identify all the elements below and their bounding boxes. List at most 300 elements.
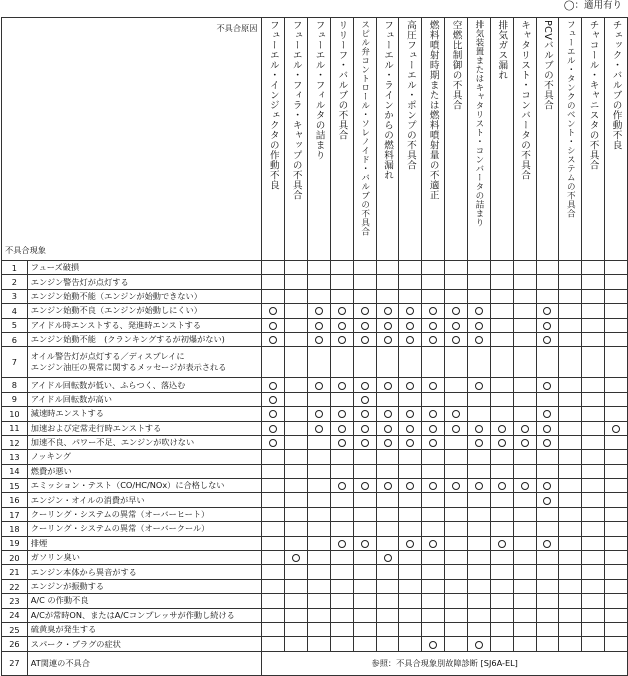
applicable-circle-icon (406, 322, 414, 330)
mark-cell (490, 637, 513, 651)
symptom-text: クーリング・システムの異常（オーバーヒート） (27, 507, 262, 521)
mark-cell (285, 551, 308, 565)
mark-cell (308, 378, 331, 392)
mark-cell (353, 392, 376, 406)
mark-cell (513, 579, 536, 593)
mark-cell (422, 304, 445, 318)
mark-cell (308, 493, 331, 507)
mark-cell (582, 507, 605, 521)
mark-cell (353, 608, 376, 622)
mark-cell (422, 450, 445, 464)
mark-cell (285, 304, 308, 318)
mark-cell (308, 421, 331, 435)
mark-cell (376, 637, 399, 651)
applicable-circle-icon (521, 439, 529, 447)
symptom-text: アイドル時エンストする、発進時エンストする (27, 318, 262, 332)
mark-cell (399, 522, 422, 536)
mark-cell (422, 392, 445, 406)
mark-cell (536, 579, 559, 593)
mark-cell (285, 332, 308, 346)
applicable-circle-icon (475, 336, 483, 344)
cause-header-10 (468, 18, 491, 261)
mark-cell (468, 536, 491, 550)
mark-cell (399, 392, 422, 406)
mark-cell (285, 275, 308, 289)
mark-cell (262, 507, 285, 521)
cause-label: キャタリスト・コンバータの不具合 (519, 20, 531, 180)
row-number: 16 (2, 493, 28, 507)
mark-cell (445, 507, 468, 521)
mark-cell (582, 464, 605, 478)
applicable-circle-icon (543, 410, 551, 418)
applicable-circle-icon (315, 382, 323, 390)
mark-cell (376, 318, 399, 332)
applicable-circle-icon (612, 425, 620, 433)
applicable-circle-icon (475, 641, 483, 649)
row-number: 24 (2, 608, 28, 622)
mark-cell (308, 608, 331, 622)
mark-cell (513, 392, 536, 406)
cause-label: チャコール・キャニスタの不具合 (587, 20, 599, 170)
mark-cell (605, 579, 628, 593)
symptom-text: ガソリン臭い (27, 551, 262, 565)
mark-cell (422, 622, 445, 636)
mark-cell (513, 275, 536, 289)
mark-cell (513, 407, 536, 421)
mark-cell (285, 421, 308, 435)
table-row (2, 261, 628, 275)
mark-cell (559, 608, 582, 622)
mark-cell (330, 318, 353, 332)
cause-header-3 (308, 18, 331, 261)
mark-cell (353, 304, 376, 318)
cause-label: 空燃比制御の不具合 (450, 20, 462, 110)
cause-label: フューエル・フィラ・キャップの不具合 (290, 20, 302, 200)
mark-cell (376, 622, 399, 636)
symptom-text: 硫黄臭が発生する (27, 622, 262, 636)
mark-cell (399, 594, 422, 608)
mark-cell (536, 347, 559, 378)
mark-cell (399, 536, 422, 550)
mark-cell (513, 347, 536, 378)
mark-cell (536, 507, 559, 521)
applicable-circle-icon (475, 439, 483, 447)
mark-cell (376, 407, 399, 421)
applicable-circle-icon (384, 322, 392, 330)
mark-cell (582, 493, 605, 507)
mark-cell (376, 608, 399, 622)
mark-cell (559, 318, 582, 332)
mark-cell (262, 594, 285, 608)
applicable-circle-icon (361, 336, 369, 344)
cause-label: 高圧フューエル・ポンプの不具合 (404, 20, 416, 170)
table-row (2, 450, 628, 464)
mark-cell (536, 318, 559, 332)
mark-cell (513, 304, 536, 318)
mark-cell (399, 347, 422, 378)
mark-cell (513, 318, 536, 332)
symptom-text: 加速および定常走行時エンストする (27, 421, 262, 435)
table-row (2, 594, 628, 608)
mark-cell (468, 565, 491, 579)
mark-cell (513, 378, 536, 392)
mark-cell (445, 536, 468, 550)
mark-cell (285, 479, 308, 493)
applicable-circle-icon (406, 307, 414, 315)
mark-cell (468, 289, 491, 303)
applicable-circle-icon (361, 396, 369, 404)
mark-cell (376, 479, 399, 493)
mark-cell (262, 464, 285, 478)
mark-cell (582, 594, 605, 608)
applicable-circle-icon (384, 307, 392, 315)
mark-cell (445, 608, 468, 622)
mark-cell (399, 479, 422, 493)
mark-cell (445, 261, 468, 275)
applicable-circle-icon (384, 382, 392, 390)
mark-cell (262, 565, 285, 579)
mark-cell (559, 435, 582, 449)
mark-cell (468, 637, 491, 651)
mark-cell (376, 304, 399, 318)
mark-cell (399, 407, 422, 421)
mark-cell (285, 392, 308, 406)
mark-cell (262, 392, 285, 406)
cause-label: PCVバルブの不具合 (541, 20, 553, 111)
mark-cell (445, 392, 468, 406)
mark-cell (490, 536, 513, 550)
applicable-circle-icon (269, 322, 277, 330)
mark-cell (262, 421, 285, 435)
mark-cell (308, 536, 331, 550)
mark-cell (490, 507, 513, 521)
mark-cell (330, 637, 353, 651)
mark-cell (399, 464, 422, 478)
applicable-circle-icon (406, 482, 414, 490)
mark-cell (308, 479, 331, 493)
mark-cell (353, 579, 376, 593)
mark-cell (399, 507, 422, 521)
mark-cell (422, 594, 445, 608)
mark-cell (559, 579, 582, 593)
applicable-circle-icon (361, 540, 369, 548)
mark-cell (376, 347, 399, 378)
applicable-circle-icon (521, 425, 529, 433)
cause-header-9 (445, 18, 468, 261)
mark-cell (582, 579, 605, 593)
mark-cell (308, 507, 331, 521)
mark-cell (490, 579, 513, 593)
mark-cell (353, 536, 376, 550)
mark-cell (330, 464, 353, 478)
mark-cell (536, 522, 559, 536)
mark-cell (559, 622, 582, 636)
mark-cell (468, 622, 491, 636)
table-row (2, 407, 628, 421)
table-row (2, 464, 628, 478)
mark-cell (559, 522, 582, 536)
symptom-text: アイドル回転数が高い (27, 392, 262, 406)
mark-cell (559, 289, 582, 303)
mark-cell (582, 275, 605, 289)
mark-cell (262, 407, 285, 421)
row-number: 19 (2, 536, 28, 550)
mark-cell (330, 565, 353, 579)
applicable-circle-icon (475, 382, 483, 390)
mark-cell (605, 332, 628, 346)
mark-cell (536, 421, 559, 435)
applicable-circle-icon (543, 425, 551, 433)
mark-cell (422, 275, 445, 289)
mark-cell (445, 347, 468, 378)
cause-label: 排気ガス漏れ (496, 20, 508, 80)
symptom-text: 減速時エンストする (27, 407, 262, 421)
mark-cell (490, 392, 513, 406)
mark-cell (262, 608, 285, 622)
cause-header-12 (513, 18, 536, 261)
mark-cell (582, 332, 605, 346)
applicable-circle-icon (269, 382, 277, 390)
symptom-text: ノッキング (27, 450, 262, 464)
mark-cell (376, 261, 399, 275)
mark-cell (490, 551, 513, 565)
symptom-text: 加速不良、パワー不足、エンジンが吹けない (27, 435, 262, 449)
mark-cell (330, 579, 353, 593)
mark-cell (536, 332, 559, 346)
cause-label: スピル弁コントロール・ソレノイド・バルブの不具合 (359, 20, 370, 236)
applicable-circle-icon (429, 382, 437, 390)
applicable-circle-icon (384, 425, 392, 433)
mark-cell (262, 493, 285, 507)
applicable-circle-icon (361, 410, 369, 418)
mark-cell (468, 464, 491, 478)
mark-cell (445, 378, 468, 392)
cause-label: リリーフ・バルブの不具合 (336, 20, 348, 140)
table-row (2, 304, 628, 318)
symptom-title: 不具合現象 (5, 245, 46, 255)
mark-cell (490, 479, 513, 493)
mark-cell (308, 450, 331, 464)
row-number: 25 (2, 622, 28, 636)
mark-cell (559, 421, 582, 435)
mark-cell (468, 551, 491, 565)
applicable-circle-icon (361, 307, 369, 315)
applicable-circle-icon (543, 307, 551, 315)
cause-header-8 (422, 18, 445, 261)
mark-cell (445, 637, 468, 651)
table-row (2, 637, 628, 651)
applicable-circle-icon (452, 482, 460, 490)
mark-cell (468, 392, 491, 406)
cause-title: 不具合原因 (216, 23, 258, 33)
mark-cell (536, 608, 559, 622)
mark-cell (285, 435, 308, 449)
table-row (2, 332, 628, 346)
symptom-text: A/Cが常時ON、またはA/Cコンプレッサが作動し続ける (27, 608, 262, 622)
mark-cell (513, 522, 536, 536)
mark-cell (353, 435, 376, 449)
applicable-circle-icon (361, 322, 369, 330)
row-number: 6 (2, 332, 28, 346)
mark-cell (353, 622, 376, 636)
table-row (2, 551, 628, 565)
applicable-circle-icon (543, 482, 551, 490)
applicable-circle-icon (338, 322, 346, 330)
mark-cell (445, 407, 468, 421)
applicable-circle-icon (292, 554, 300, 562)
mark-cell (536, 392, 559, 406)
mark-cell (285, 464, 308, 478)
table-row (2, 275, 628, 289)
mark-cell (285, 507, 308, 521)
applicable-circle-icon (361, 482, 369, 490)
mark-cell (422, 464, 445, 478)
mark-cell (353, 507, 376, 521)
applicable-circle-icon (429, 307, 437, 315)
symptom-text: クーリング・システムの異常（オーバークール） (27, 522, 262, 536)
mark-cell (262, 435, 285, 449)
mark-cell (605, 289, 628, 303)
mark-cell (399, 637, 422, 651)
mark-cell (605, 637, 628, 651)
applicable-circle-icon (475, 322, 483, 330)
mark-cell (559, 594, 582, 608)
cause-label: フューエル・インジェクタの作動不良 (267, 20, 279, 190)
applicable-circle-icon (543, 439, 551, 447)
table-row (2, 392, 628, 406)
row-number: 5 (2, 318, 28, 332)
mark-cell (285, 608, 308, 622)
symptom-text: エンジン始動不能（エンジンが始動できない） (27, 289, 262, 303)
mark-cell (308, 522, 331, 536)
applicable-circle-icon (315, 307, 323, 315)
mark-cell (559, 392, 582, 406)
mark-cell (582, 318, 605, 332)
mark-cell (376, 392, 399, 406)
mark-cell (330, 450, 353, 464)
applicable-circle-icon (429, 641, 437, 649)
applicable-circle-icon (429, 322, 437, 330)
row-number: 1 (2, 261, 28, 275)
row-number: 2 (2, 275, 28, 289)
applicable-circle-icon (406, 336, 414, 344)
mark-cell (490, 304, 513, 318)
mark-cell (262, 318, 285, 332)
mark-cell (582, 479, 605, 493)
table-row (2, 435, 628, 449)
mark-cell (330, 622, 353, 636)
mark-cell (285, 594, 308, 608)
mark-cell (422, 421, 445, 435)
mark-cell (605, 275, 628, 289)
applicable-circle-icon (429, 540, 437, 548)
mark-cell (262, 536, 285, 550)
mark-cell (582, 347, 605, 378)
mark-cell (330, 493, 353, 507)
applicable-circle-icon (543, 497, 551, 505)
mark-cell (399, 289, 422, 303)
mark-cell (468, 421, 491, 435)
mark-cell (353, 275, 376, 289)
table-row (2, 507, 628, 521)
mark-cell (422, 493, 445, 507)
mark-cell (490, 594, 513, 608)
mark-cell (536, 637, 559, 651)
applicable-circle-icon (406, 540, 414, 548)
mark-cell (262, 479, 285, 493)
mark-cell (490, 347, 513, 378)
mark-cell (605, 507, 628, 521)
diagnosis-table (1, 17, 628, 676)
mark-cell (536, 464, 559, 478)
applicable-circle-icon (475, 307, 483, 315)
mark-cell (605, 378, 628, 392)
applicable-circle-icon (543, 540, 551, 548)
mark-cell (605, 536, 628, 550)
applicable-circle-icon (384, 554, 392, 562)
mark-cell (308, 637, 331, 651)
mark-cell (490, 565, 513, 579)
mark-cell (285, 637, 308, 651)
applicable-circle-icon (521, 482, 529, 490)
table-row (2, 318, 628, 332)
row-number: 14 (2, 464, 28, 478)
mark-cell (330, 289, 353, 303)
cause-header-2 (285, 18, 308, 261)
symptom-text: エンジン警告灯が点灯する (27, 275, 262, 289)
mark-cell (468, 507, 491, 521)
mark-cell (376, 289, 399, 303)
applicable-circle-icon (361, 425, 369, 433)
mark-cell (513, 622, 536, 636)
mark-cell (399, 318, 422, 332)
table-row (2, 565, 628, 579)
symptom-text: エンジン本体から異音がする (27, 565, 262, 579)
mark-cell (285, 318, 308, 332)
mark-cell (536, 479, 559, 493)
mark-cell (468, 579, 491, 593)
mark-cell (353, 289, 376, 303)
mark-cell (468, 435, 491, 449)
mark-cell (376, 464, 399, 478)
mark-cell (285, 407, 308, 421)
mark-cell (490, 522, 513, 536)
mark-cell (353, 464, 376, 478)
applicable-circle-icon (361, 439, 369, 447)
applicable-circle-icon (452, 410, 460, 418)
mark-cell (399, 450, 422, 464)
mark-cell (262, 622, 285, 636)
mark-cell (422, 551, 445, 565)
symptom-text: エンジン・オイルの消費が早い (27, 493, 262, 507)
mark-cell (330, 479, 353, 493)
mark-cell (376, 565, 399, 579)
mark-cell (445, 421, 468, 435)
mark-cell (399, 579, 422, 593)
mark-cell (468, 594, 491, 608)
applicable-circle-icon (384, 410, 392, 418)
mark-cell (353, 421, 376, 435)
mark-cell (536, 594, 559, 608)
mark-cell (445, 275, 468, 289)
table-row (2, 579, 628, 593)
mark-cell (399, 378, 422, 392)
applicable-circle-icon (452, 336, 460, 344)
mark-cell (422, 507, 445, 521)
mark-cell (308, 407, 331, 421)
mark-cell (422, 522, 445, 536)
mark-cell (330, 536, 353, 550)
